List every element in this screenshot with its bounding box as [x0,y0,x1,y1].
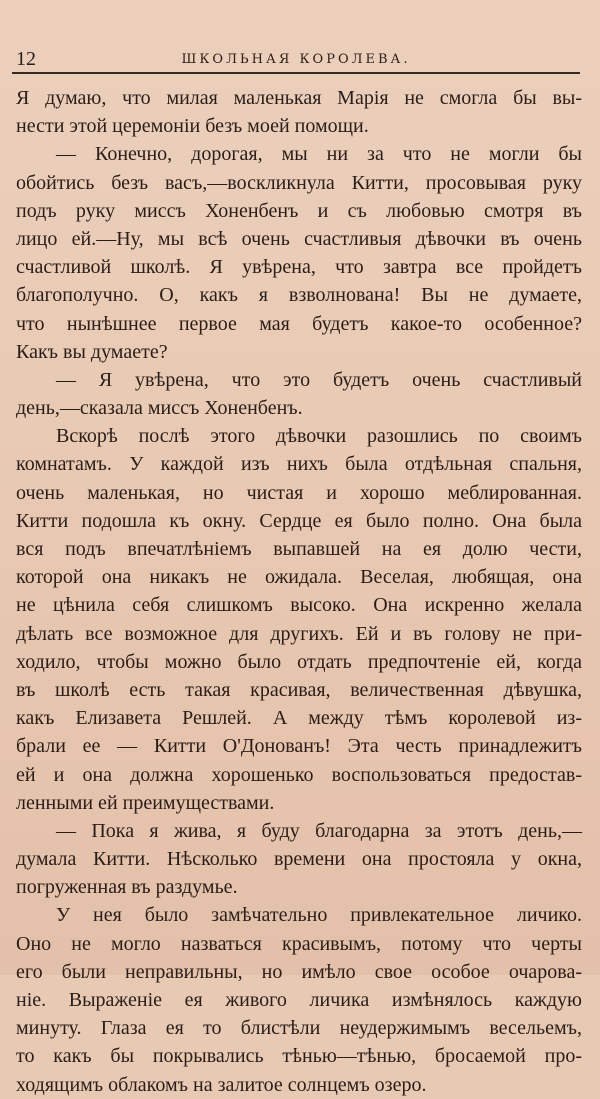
text-line: вся подъ впечатлѣніемъ выпавшей на ея долю чести, [16,538,582,560]
page-number: 12 [16,48,36,70]
text-line: въ школѣ есть такая красивая, величественная дѣвушка, [16,678,582,701]
text-line: обойтись безъ васъ,—воскликнула Китти, просовывая руку [16,171,582,194]
text-line: комнатамъ. У каждой изъ нихъ была отдѣльная спальня, [16,453,582,476]
text-line: минуту. Глаза ея то блистѣли неудержимымъ весельемъ, [16,1017,582,1040]
text-line: Оно не могло назваться красивымъ, потому что черты [16,932,582,955]
text-line: брали ее — Китти О'Донованъ! Эта честь принадлежитъ [16,735,582,758]
text-line: ленными ей преимуществами. [16,791,275,814]
text-line: которой она никакъ не ожидала. Веселая, любящая, она [16,566,582,589]
text-line: не цѣнила себя слишкомъ высоко. Она искренно желала [16,594,582,617]
text-line: Вскорѣ послѣ этого дѣвочки разошлись по своимъ [56,425,582,448]
text-line: погруженная въ раздумье. [16,876,238,899]
text-line: — Я увѣрена, что это будетъ очень счастливый [56,368,582,391]
text-line: Я думаю, что милая маленькая Марія не смогла бы вы- [16,87,582,109]
text-line: ходило, чтобы можно было отдать предпочтеніе ей, когда [16,650,582,673]
text-line: счастливой школѣ. Я увѣрена, что завтра все пройдетъ [16,256,582,279]
text-line: ей и она должна хорошенько воспользоваться предостав- [16,763,582,786]
text-line: день,—сказала миссъ Хоненбенъ. [16,397,303,420]
text-line: лицо ей.—Ну, мы всѣ очень счастливыя дѣвочки въ очень [16,227,582,250]
text-line: думала Китти. Нѣсколько времени она простояла у окна, [16,848,582,871]
text-line: — Пока я жива, я буду благодарна за этотъ день,— [56,819,582,842]
text-line: У нея было замѣчательно привлекательное личико. [56,904,582,927]
running-title: ШКОЛЬНАЯ КОРОЛЕВА. [181,52,411,67]
text-line: очень маленькая, но чистая и хорошо меблированная. [16,481,582,504]
text-line: подъ руку миссъ Хоненбенъ и съ любовью смотря въ [16,199,582,222]
text-line: то какъ бы покрывались тѣнью—тѣнью, бросаемой про- [16,1045,582,1068]
page-header [12,44,580,74]
text-line: ніе. Выраженіе ея живого личика измѣнялось каждую [16,989,582,1011]
text-line: Китти подошла къ окну. Сердце ея было полно. Она была [16,509,582,532]
text-line: какъ Елизавета Решлей. А между тѣмъ королевой из- [16,707,582,730]
text-line: его были неправильны, но имѣло свое особое очарова- [16,960,582,983]
text-line: — Конечно, дорогая, мы ни за что не могли бы [56,143,582,166]
text-line: нести этой церемоніи безъ моей помощи. [16,115,369,138]
body-text [16,84,582,1099]
text-line: ходящимъ облакомъ на залитое солнцемъ озеро. [16,1073,427,1096]
text-line: благополучно. О, какъ я взволнована! Вы не думаете, [16,284,582,307]
text-line: что нынѣшнее первое мая будетъ какое-то особенное? [16,312,582,335]
text-line: Какъ вы думаете? [16,340,168,363]
text-line: дѣлать все возможное для другихъ. Ей и въ голову не при- [16,622,582,645]
